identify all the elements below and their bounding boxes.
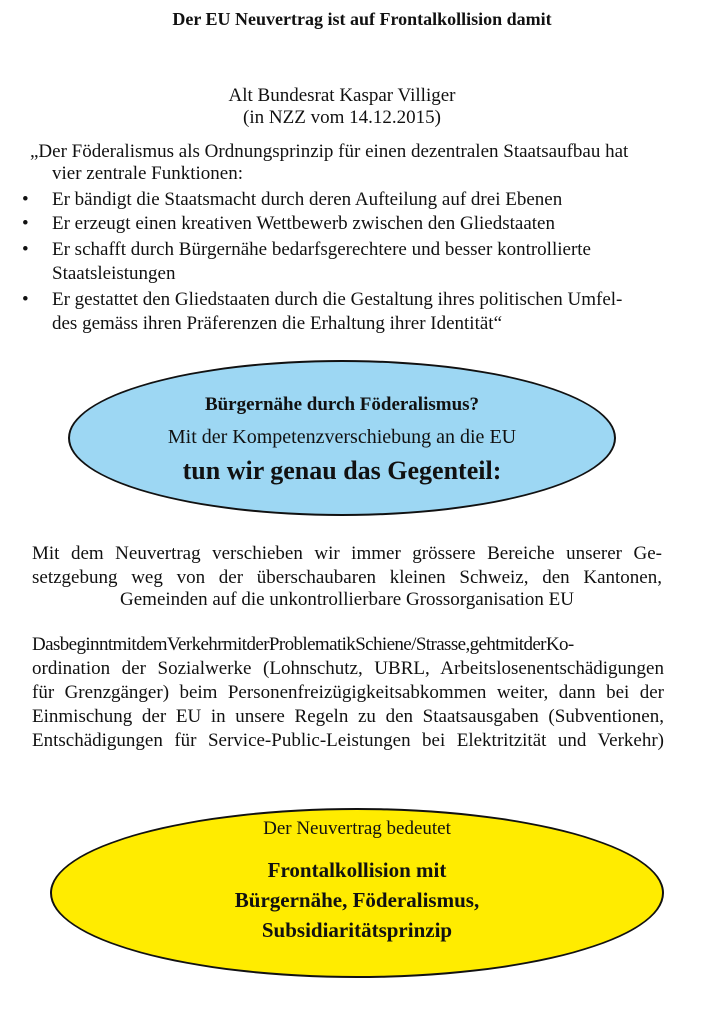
blue-ellipse-emphasis: tun wir genau das Gegenteil: [182,456,502,485]
paragraph1-line: Mit dem Neuvertrag verschieben wir immer grössere Bereiche unserer Ge- [32,543,662,564]
quote-bullet: Er gestattet den Gliedstaaten durch die Gestaltung ihres politischen Umfel- [52,289,623,310]
attribution-source: (in NZZ vom 14.12.2015) [243,107,441,128]
paragraph1-line: setzgebung weg von der überschaubaren kleinen Schweiz, den Kantonen, [32,567,662,588]
quote-bullet: Er erzeugt einen kreativen Wettbewerb zwischen den Gliedstaaten [52,213,555,234]
yellow-ellipse-intro: Der Neuvertrag bedeutet [263,818,451,839]
paragraph1-line: Gemeinden auf die unkontrollierbare Grossorganisation EU [120,589,574,610]
paragraph2-line: für Grenzgänger) beim Personenfreizügigkeitsabkommen weiter, dann bei der [32,682,664,703]
quote-intro: vier zentrale Funktionen: [52,163,243,184]
document-title: Der EU Neuvertrag ist auf Frontalkollision damit [172,9,552,29]
quote-bullet-cont: Staatsleistungen [52,263,176,284]
quote-bullet: Er schafft durch Bürgernähe bedarfsgerechtere und besser kontrollierte [52,239,591,260]
bullet-icon: • [22,189,29,210]
yellow-ellipse-emphasis: Subsidiaritätsprinzip [261,918,453,942]
yellow-ellipse-emphasis: Bürgernähe, Föderalismus, [234,888,480,912]
paragraph2-line: Einmischung der EU in unsere Regeln zu den Staatsausgaben (Subventionen, [32,706,664,727]
blue-ellipse-text: Mit der Kompetenzverschiebung an die EU [167,426,517,448]
quote-intro: „Der Föderalismus als Ordnungsprinzip für einen dezentralen Staatsaufbau hat [30,141,629,162]
paragraph2-line: ordination der Sozialwerke (Lohnschutz, UBRL, Arbeitslosenentschädigungen [32,658,664,679]
paragraph2-line: DasbeginntmitdemVerkehrmitderProblematikSchiene/Strasse,gehtmitderKo- [32,634,574,655]
blue-ellipse-heading: Bürgernähe durch Föderalismus? [204,394,480,415]
quote-bullet: Er bändigt die Staatsmacht durch deren Aufteilung auf drei Ebenen [52,189,563,210]
bullet-icon: • [22,239,29,260]
paragraph2-line: Entschädigungen für Service-Public-Leistungen bei Elektritzität und Verkehr) [32,730,664,751]
bullet-icon: • [22,213,29,234]
yellow-ellipse-emphasis: Frontalkollision mit [267,858,447,882]
bullet-icon: • [22,289,29,310]
attribution-author: Alt Bundesrat Kaspar Villiger [228,85,456,106]
quote-bullet-cont: des gemäss ihren Präferenzen die Erhaltung ihrer Identität“ [52,313,503,334]
